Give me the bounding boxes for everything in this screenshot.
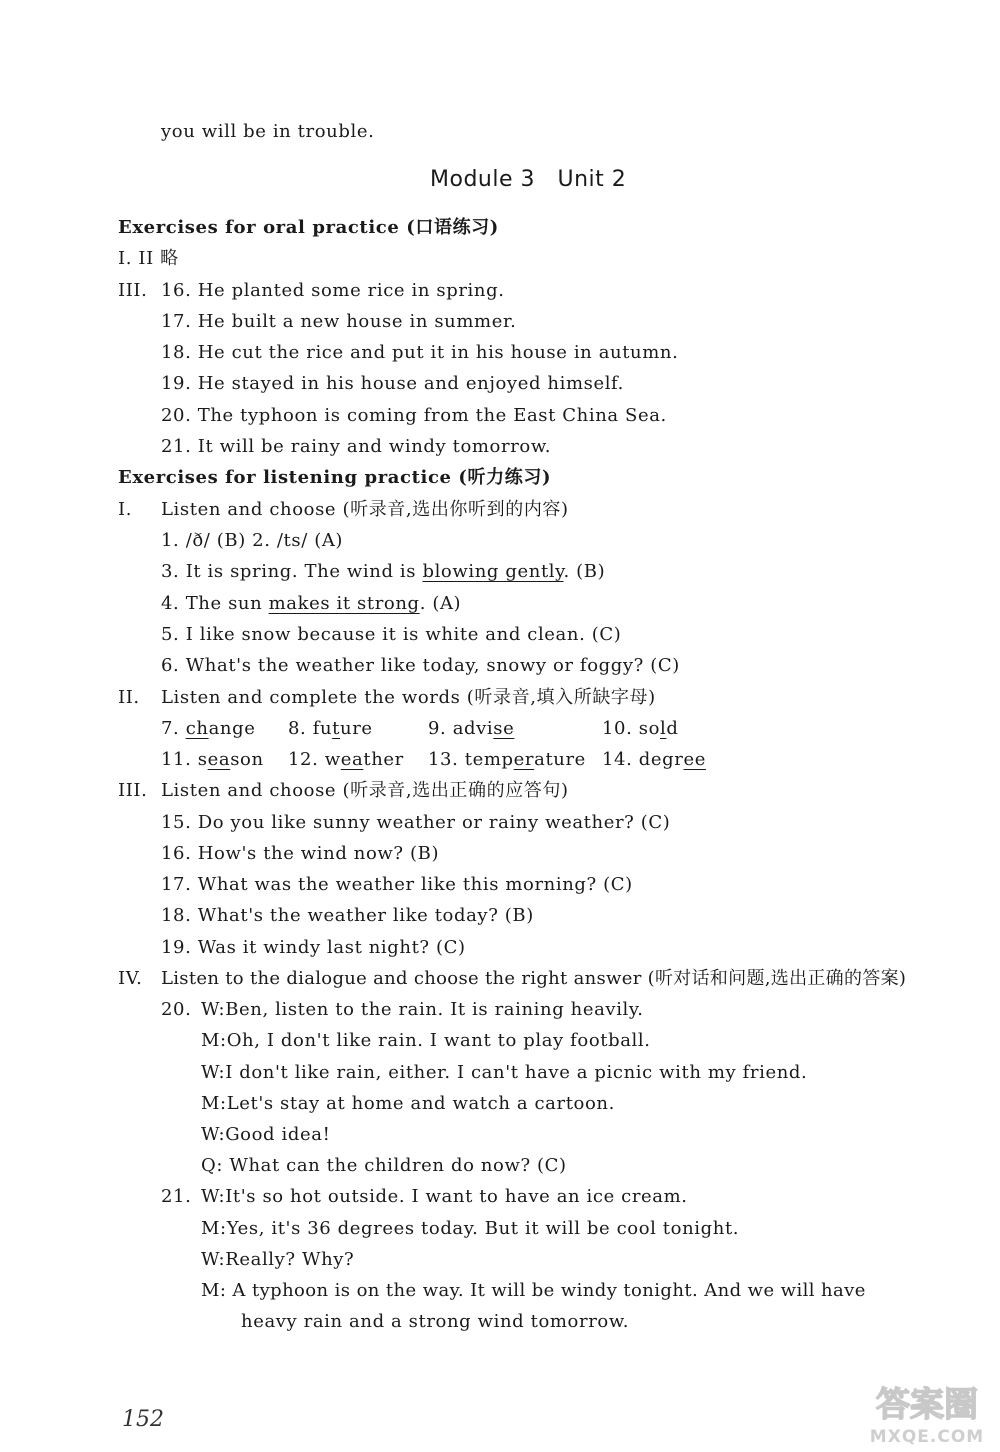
section-roman: II.: [118, 687, 140, 708]
continued-text: you will be in trouble.: [161, 121, 375, 142]
dialogue-line: W:Good idea!: [201, 1124, 331, 1145]
listening-item: 4. The sun makes it strong. (A): [161, 593, 462, 614]
listening-item: 19. Was it windy last night? (C): [161, 937, 466, 958]
word-item: 13. temperature: [428, 749, 586, 770]
oral-practice-heading: Exercises for oral practice (口语练习): [118, 217, 499, 238]
oral-item: 16. He planted some rice in spring.: [161, 280, 505, 301]
listening-item: 1. /ð/ (B) 2. /ts/ (A): [161, 530, 344, 551]
question-number: 20.: [161, 999, 192, 1020]
dialogue-continuation: heavy rain and a strong wind tomorrow.: [241, 1311, 630, 1332]
section-roman: I.: [118, 499, 133, 520]
oral-item: 17. He built a new house in summer.: [161, 311, 517, 332]
dialogue-line: W:Really? Why?: [201, 1249, 355, 1270]
watermark-logo: [858, 1376, 996, 1446]
section-roman: III.: [118, 780, 148, 801]
dialogue-line: M: A typhoon is on the way. It will be windy tonight. And we will have: [201, 1280, 866, 1301]
oral-item: 19. He stayed in his house and enjoyed himself.: [161, 373, 625, 394]
word-item: 11. season: [161, 749, 264, 770]
question-number: 21.: [161, 1186, 192, 1207]
dialogue-line: W:It's so hot outside. I want to have an ice cream.: [201, 1186, 688, 1207]
answer-underline: makes it strong: [268, 593, 420, 614]
listening-item: 16. How's the wind now? (B): [161, 843, 440, 864]
section-roman: IV.: [118, 968, 143, 989]
dialogue-line: M:Let's stay at home and watch a cartoon.: [201, 1093, 615, 1114]
listening-item: 3. It is spring. The wind is blowing gently. (B): [161, 561, 606, 582]
word-item: 10. sold: [602, 718, 679, 739]
oral-item: 18. He cut the rice and put it in his house in autumn.: [161, 342, 679, 363]
dialogue-question: Q: What can the children do now? (C): [201, 1155, 567, 1176]
oral-part3-roman: III.: [118, 280, 148, 301]
page-number: 152: [122, 1407, 164, 1432]
listening-item: 15. Do you like sunny weather or rainy weather? (C): [161, 812, 671, 833]
oral-part1: I. II 略: [118, 248, 179, 269]
word-item: 7. change: [161, 718, 256, 739]
section-title: Listen and choose (听录音,选出你听到的内容): [161, 499, 569, 520]
answer-underline: blowing gently: [422, 561, 564, 582]
dialogue-line: M:Oh, I don't like rain. I want to play football.: [201, 1030, 651, 1051]
listening-item: 6. What's the weather like today, snowy or foggy? (C): [161, 655, 680, 676]
listening-item: 18. What's the weather like today? (B): [161, 905, 534, 926]
word-item: 14. degree: [602, 749, 706, 770]
section-title: Listen and complete the words (听录音,填入所缺字母): [161, 687, 656, 708]
watermark-top: 答案圈: [876, 1385, 978, 1425]
listening-item: 17. What was the weather like this morning? (C): [161, 874, 633, 895]
dialogue-line: W:I don't like rain, either. I can't have a picnic with my friend.: [201, 1062, 808, 1083]
section-title: Listen and choose (听录音,选出正确的应答句): [161, 780, 569, 801]
dialogue-line: W:Ben, listen to the rain. It is raining heavily.: [201, 999, 644, 1020]
section-title: Listen to the dialogue and choose the right answer (听对话和问题,选出正确的答案): [161, 968, 907, 989]
listening-item: 5. I like snow because it is white and clean. (C): [161, 624, 622, 645]
oral-item: 21. It will be rainy and windy tomorrow.: [161, 436, 552, 457]
oral-item: 20. The typhoon is coming from the East China Sea.: [161, 405, 667, 426]
module-title: Module 3 Unit 2: [430, 167, 627, 192]
word-item: 8. future: [288, 718, 373, 739]
listening-practice-heading: Exercises for listening practice (听力练习): [118, 467, 552, 488]
watermark-bottom: MXQE.COM: [869, 1427, 985, 1446]
word-item: 9. advise: [428, 718, 515, 739]
word-item: 12. weather: [288, 749, 404, 770]
dialogue-line: M:Yes, it's 36 degrees today. But it will be cool tonight.: [201, 1218, 740, 1239]
